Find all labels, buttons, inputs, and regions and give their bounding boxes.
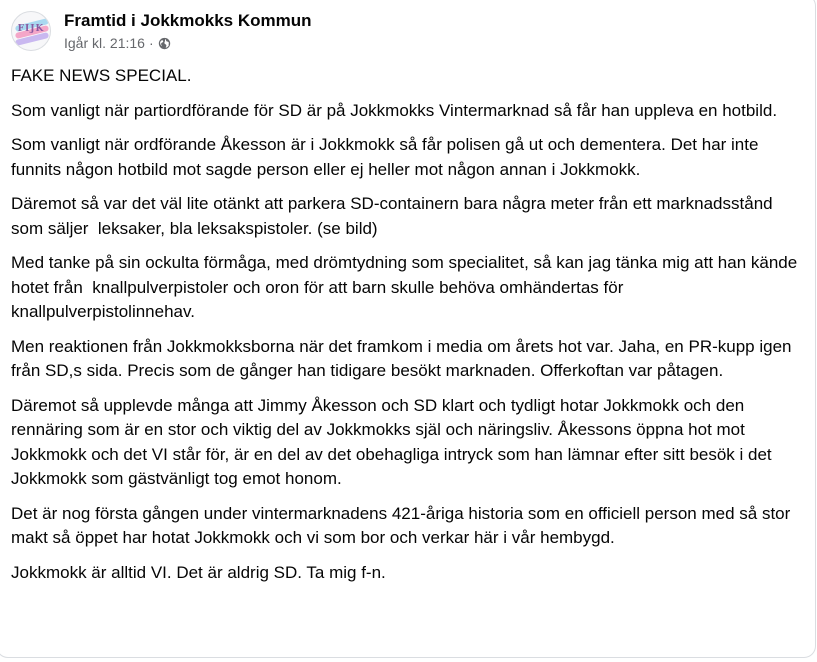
post-paragraph: Däremot så upplevde många att Jimmy Åkesson och SD klart och tydligt hotar Jokkmokk och den rennäring som är en stor och viktig del av Jokkmokks själ och näringsliv. Åkessons öppna hot mot Jokkmokk och det VI står för, är en del av det obehagliga intryck som han lämnar efter sitt besök i det Jokkmokk som gästvänligt tog emot honom. [11, 395, 777, 488]
page-avatar[interactable] [11, 11, 51, 51]
post-paragraph: Som vanligt när partiordförande för SD är på Jokkmokks Vintermarknad så får han uppleva en hotbild. [11, 100, 778, 120]
post-header [11, 9, 312, 53]
page-name-link[interactable]: Framtid i Jokkmokks Kommun [64, 11, 312, 30]
post-paragraph: FAKE NEWS SPECIAL. [11, 66, 192, 85]
post-paragraph: Som vanligt när ordförande Åkesson är i Jokkmokk så får polisen gå ut och dementera. Det har inte funnits någon hotbild mot sagde person eller ej heller mot någon annan i Jokkmokk. [11, 135, 764, 179]
post-paragraph: Däremot så var det väl lite otänkt att parkera SD-containern bara några meter från ett marknadsstånd som säljer leksaker, bla leksakspistoler. (se bild) [11, 194, 778, 238]
post-body [11, 64, 801, 595]
post-meta [64, 11, 312, 51]
post-timestamp[interactable]: Igår kl. 21:16 [64, 35, 145, 51]
post-paragraph: Jokkmokk är alltid VI. Det är aldrig SD. Ta mig f-n. [11, 562, 386, 582]
globe-icon[interactable] [158, 37, 171, 50]
post-paragraph: Men reaktionen från Jokkmokksborna när det framkom i media om årets hot var. Jaha, en PR-kupp igen från SD,s sida. Precis som de gånger han tidigare besökt marknaden. Offerkoftan var påtagen. [11, 336, 797, 380]
separator-dot: · [148, 35, 154, 51]
post-paragraph: Det är nog första gången under vintermarknadens 421-åriga historia som en officiell person med så stor makt så öppet har hotat Jokkmokk och vi som bor och verkar här i vår hembygd. [11, 503, 796, 547]
avatar-logo-text: FIJK [17, 24, 45, 34]
post-paragraph: Med tanke på sin ockulta förmåga, med drömtydning som specialitet, så kan jag tänka mig att han kände hotet från knallpulverpistoler och oron för att barn skulle behöva omhändertas för knallpulverpistolinnehav. [11, 253, 802, 321]
post-subline [64, 35, 312, 51]
